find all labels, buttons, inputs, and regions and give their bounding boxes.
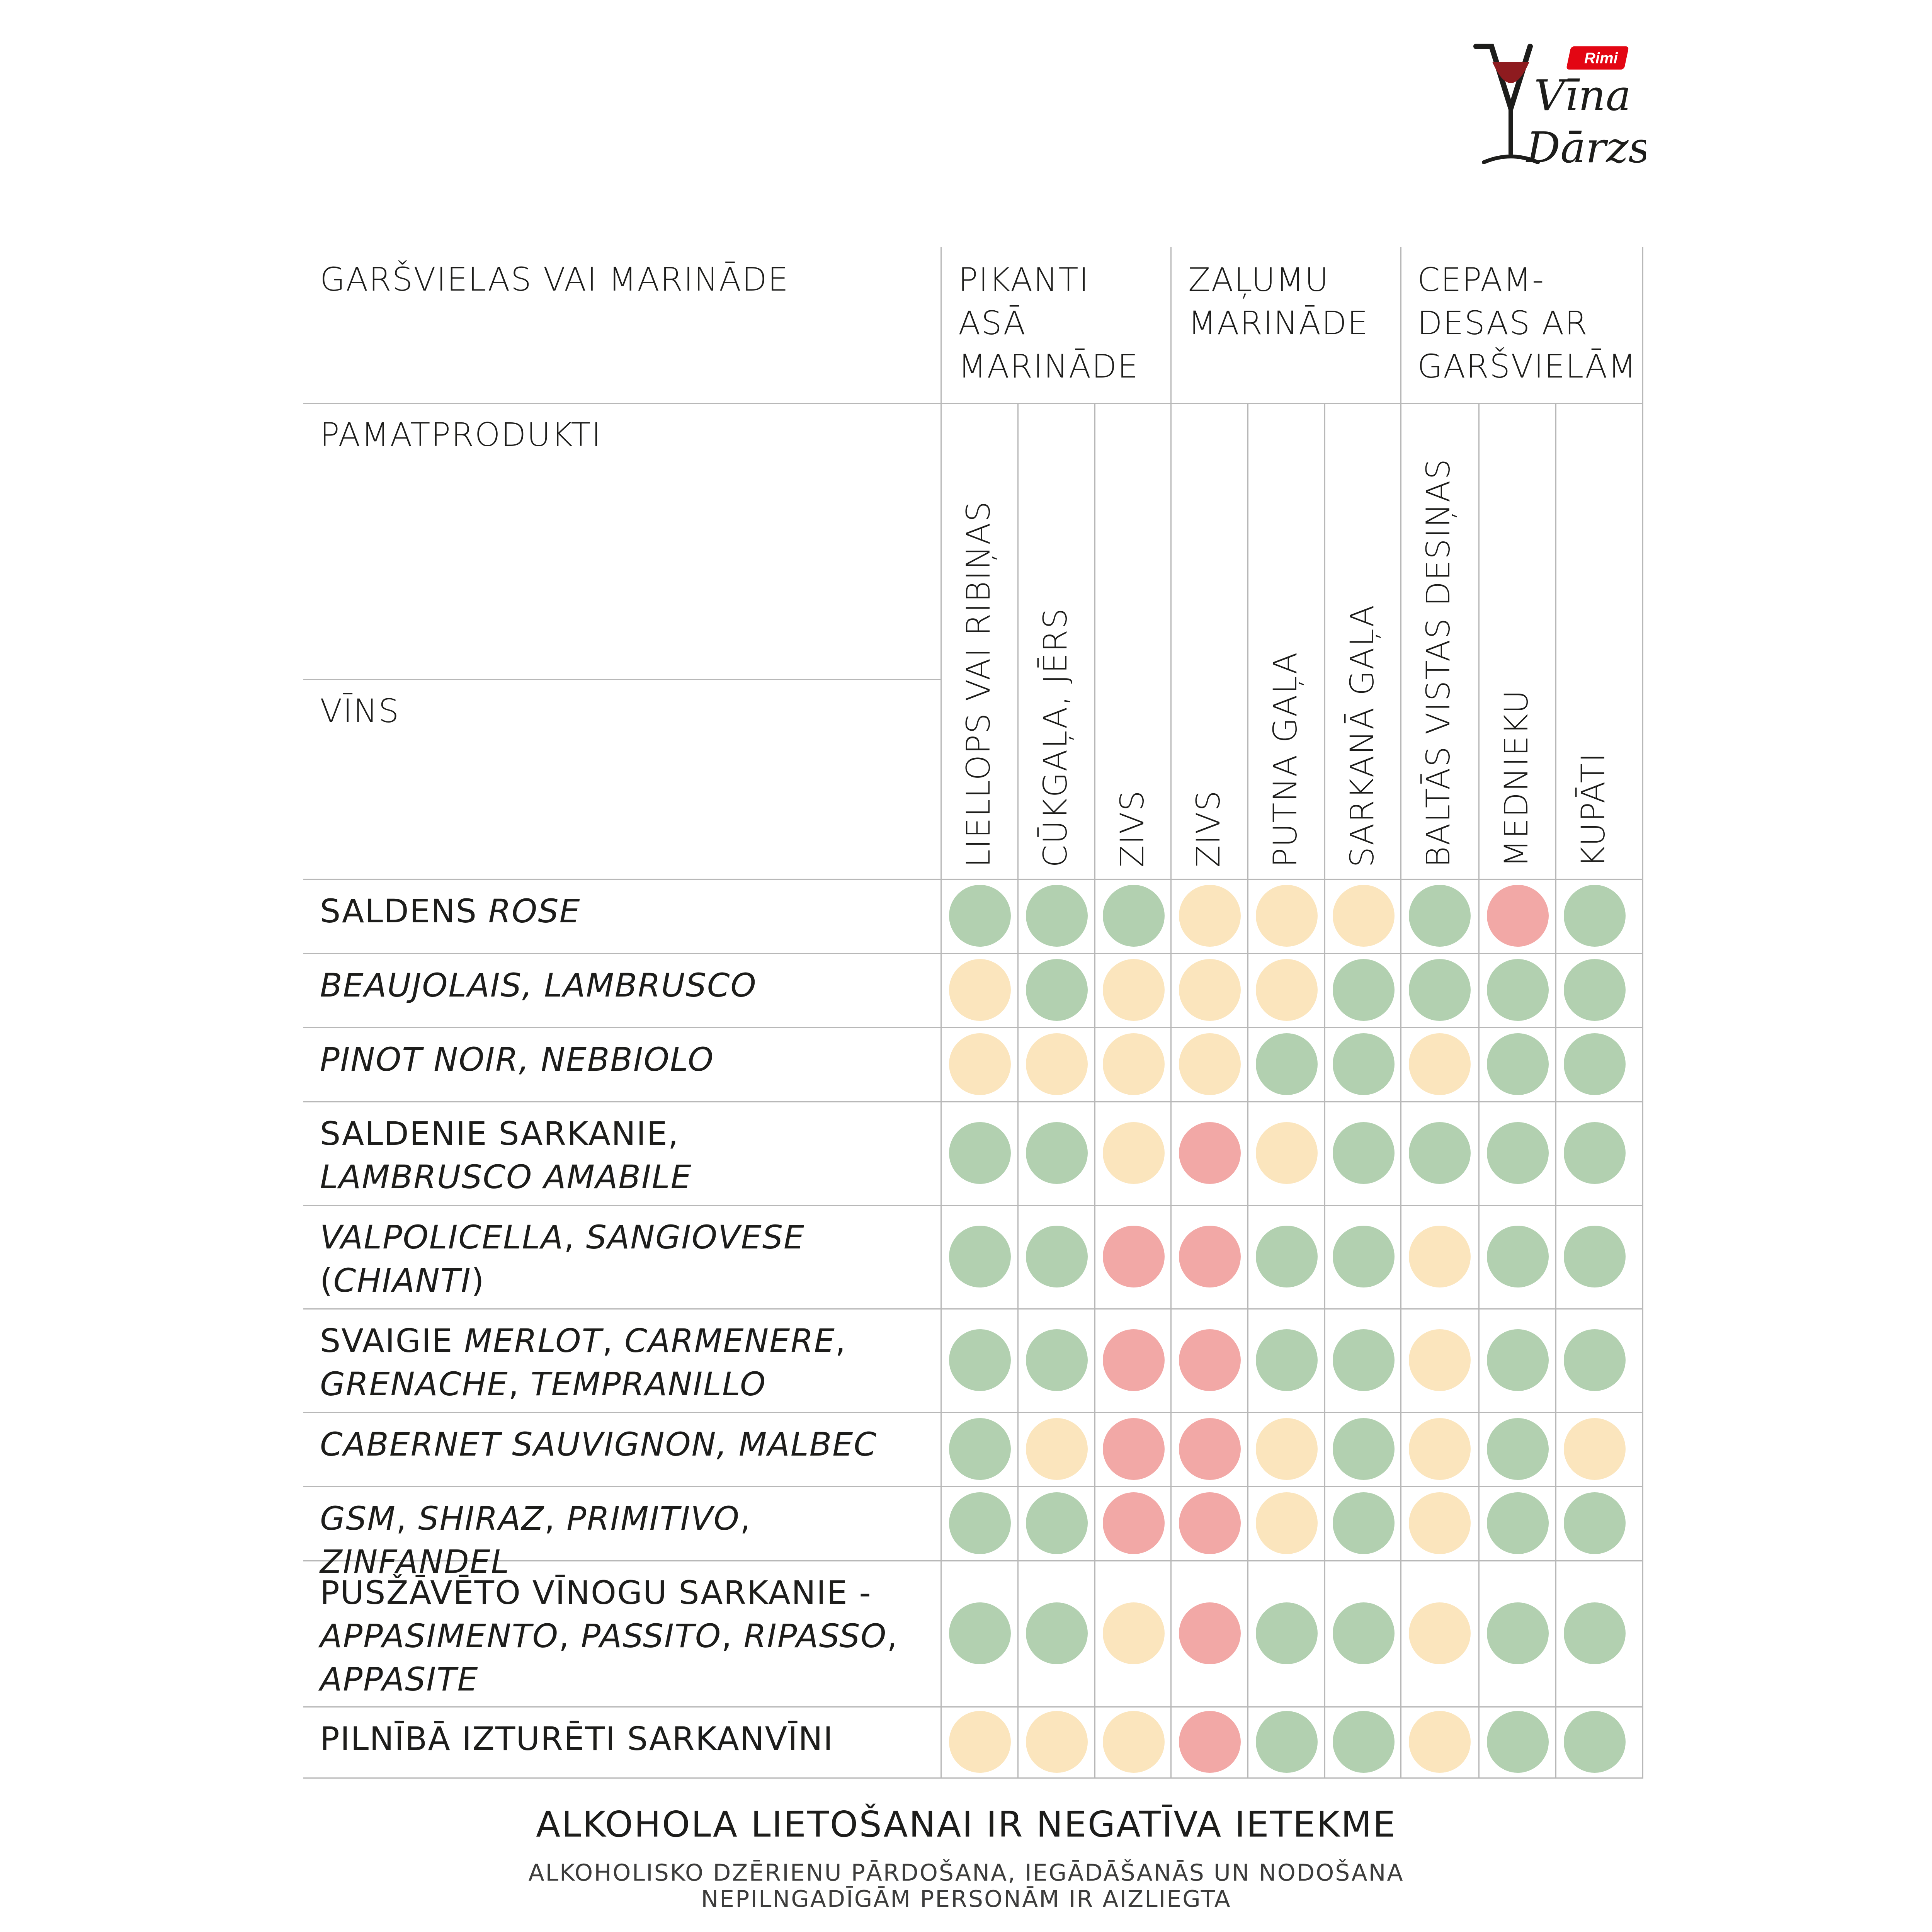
rating-dot-poor — [1179, 1122, 1241, 1184]
wine-name-part: CABERNET SAUVIGNON, MALBEC — [320, 1425, 877, 1463]
wine-name-part: BEAUJOLAIS, LAMBRUSCO — [320, 966, 757, 1004]
wine-name-part: SANGIOVESE — [586, 1218, 805, 1256]
wine-row-label — [320, 889, 900, 933]
wine-name-part: RIPASSO — [743, 1617, 887, 1655]
rating-dot-poor — [1179, 1602, 1241, 1664]
rating-dot-ok — [1256, 1492, 1318, 1554]
rating-dot-poor — [1103, 1226, 1165, 1287]
group-line: GARŠVIELĀM — [1417, 347, 1637, 385]
rating-dot-good — [1487, 1226, 1549, 1287]
wine-name-part: CARMENERE — [624, 1322, 835, 1360]
rating-dot-good — [1487, 1711, 1549, 1773]
rating-dot-ok — [1256, 1122, 1318, 1184]
group-line: DESAS AR — [1417, 304, 1588, 342]
group-line: CEPAM- — [1417, 261, 1545, 299]
column-header: MEDNIEKU — [1497, 689, 1535, 867]
logo-line1: Vīna — [1534, 71, 1631, 120]
rating-dot-good — [1026, 1122, 1088, 1184]
rating-dot-ok — [1409, 1226, 1471, 1287]
rating-dot-ok — [1409, 1492, 1471, 1554]
group-bottom-line — [940, 403, 1643, 404]
rating-dot-ok — [1026, 1418, 1088, 1480]
rating-dot-good — [1333, 1711, 1395, 1773]
rating-dot-ok — [1026, 1711, 1088, 1773]
group-line: ASĀ — [958, 304, 1026, 342]
row-divider — [303, 953, 1643, 954]
row-divider — [303, 1412, 1643, 1413]
rating-dot-good — [1026, 1329, 1088, 1391]
wine-name-part: MERLOT — [464, 1322, 602, 1360]
rating-dot-good — [1487, 1418, 1549, 1480]
rating-dot-ok — [949, 959, 1011, 1021]
rating-dot-ok — [1103, 959, 1165, 1021]
rating-dot-good — [949, 1418, 1011, 1480]
vina-darzs-logo — [1468, 39, 1646, 178]
wine-name-part: , — [721, 1617, 744, 1655]
wine-row-label — [320, 1216, 900, 1302]
rating-dot-good — [949, 1226, 1011, 1287]
wine-name-part: GSM — [320, 1500, 396, 1537]
rating-dot-ok — [1409, 1711, 1471, 1773]
rating-dot-good — [1564, 1033, 1626, 1095]
rating-dot-ok — [1103, 1711, 1165, 1773]
rating-dot-ok — [1333, 885, 1395, 947]
group-line: PIKANTI — [958, 261, 1090, 299]
rating-dot-good — [1333, 1033, 1395, 1095]
rating-dot-ok — [1409, 1033, 1471, 1095]
wine-name-part: CHIANTI — [333, 1262, 471, 1299]
wine-row-label — [320, 964, 900, 1007]
column-header: ZIVS — [1113, 789, 1151, 867]
rating-dot-good — [1333, 1418, 1395, 1480]
rating-dot-ok — [949, 1033, 1011, 1095]
rating-dot-good — [1333, 1329, 1395, 1391]
rating-dot-good — [949, 1329, 1011, 1391]
row-divider — [303, 1101, 1643, 1102]
column-header: ZIVS — [1189, 789, 1227, 867]
header-divider — [303, 679, 941, 680]
wine-name-part: SALDENS — [320, 892, 488, 930]
wine-name-part: , — [835, 1322, 847, 1360]
rating-dot-good — [949, 1492, 1011, 1554]
logo-graphic — [1468, 39, 1646, 178]
rating-dot-good — [1256, 1329, 1318, 1391]
wine-name-part: SHIRAZ — [418, 1500, 544, 1537]
wine-name-part: , — [544, 1500, 567, 1537]
rating-dot-good — [1487, 1602, 1549, 1664]
wine-name-part: ROSE — [488, 892, 581, 930]
rating-dot-poor — [1179, 1226, 1241, 1287]
wine-name-part: TEMPRANILLO — [531, 1365, 767, 1403]
wine-name-part: ZINFANDEL — [320, 1543, 510, 1581]
wine-row-label — [320, 1038, 900, 1081]
rating-dot-good — [1564, 885, 1626, 947]
rating-dot-good — [949, 1122, 1011, 1184]
rating-dot-ok — [1179, 1033, 1241, 1095]
rating-dot-good — [1564, 1122, 1626, 1184]
wine-row-label — [320, 1423, 900, 1466]
rating-dot-good — [1333, 959, 1395, 1021]
group-spicy-marinade — [958, 258, 1139, 388]
wine-name-part: PUSŽĀVĒTO VĪNOGU SARKANIE - — [320, 1574, 872, 1612]
column-divider — [1478, 403, 1480, 1777]
header-divider — [303, 403, 941, 404]
row-divider — [303, 1205, 1643, 1206]
column-header: SARKANĀ GAĻA — [1343, 604, 1381, 867]
rating-dot-poor — [1103, 1329, 1165, 1391]
rating-dot-good — [1026, 959, 1088, 1021]
rating-dot-ok — [1256, 885, 1318, 947]
wine-name-part: PILNĪBĀ IZTURĒTI SARKANVĪNI — [320, 1720, 834, 1758]
row-divider — [303, 879, 1643, 880]
rating-dot-good — [1103, 885, 1165, 947]
rating-dot-ok — [1103, 1122, 1165, 1184]
group-herb-marinade — [1188, 258, 1369, 345]
spices-label: GARŠVIELAS VAI MARINĀDE — [320, 260, 789, 298]
rating-dot-good — [1409, 885, 1471, 947]
rating-dot-ok — [1564, 1418, 1626, 1480]
column-divider — [1247, 403, 1248, 1777]
rating-dot-good — [1256, 1711, 1318, 1773]
rating-dot-good — [1256, 1226, 1318, 1287]
rating-dot-ok — [1256, 1418, 1318, 1480]
column-header: KUPĀTI — [1574, 752, 1612, 867]
wine-name-part: PINOT NOIR, NEBBIOLO — [320, 1041, 714, 1078]
rating-dot-good — [1026, 1602, 1088, 1664]
rating-dot-ok — [1179, 959, 1241, 1021]
wine-row-label — [320, 1717, 900, 1760]
rating-dot-good — [1026, 1226, 1088, 1287]
row-divider — [303, 1308, 1643, 1310]
rating-dot-ok — [1409, 1329, 1471, 1391]
wine-name-part: GRENACHE — [320, 1365, 509, 1403]
wine-row-label — [320, 1319, 900, 1406]
row-divider — [303, 1777, 1643, 1779]
rating-dot-ok — [1179, 885, 1241, 947]
rating-dot-ok — [1026, 1033, 1088, 1095]
rating-dot-ok — [1409, 1602, 1471, 1664]
group-divider — [1170, 247, 1172, 1777]
rating-dot-good — [949, 885, 1011, 947]
rating-dot-good — [1487, 959, 1549, 1021]
row-divider — [303, 1486, 1643, 1487]
wine-name-part: APPASITE — [320, 1660, 479, 1698]
rating-dot-poor — [1179, 1329, 1241, 1391]
rating-dot-ok — [949, 1711, 1011, 1773]
rating-dot-good — [1564, 1329, 1626, 1391]
rating-dot-good — [1487, 1329, 1549, 1391]
rating-dot-good — [1026, 885, 1088, 947]
column-header: LIELLOPS VAI RIBIŅAS — [959, 500, 997, 867]
products-label: PAMATPRODUKTI — [320, 416, 602, 454]
rating-dot-good — [1409, 959, 1471, 1021]
rating-dot-poor — [1103, 1418, 1165, 1480]
rating-dot-good — [1487, 1492, 1549, 1554]
column-divider — [1324, 403, 1325, 1777]
group-line: ZAĻUMU — [1188, 261, 1330, 299]
rating-dot-good — [1256, 1602, 1318, 1664]
column-divider — [1094, 403, 1095, 1777]
rating-dot-poor — [1179, 1492, 1241, 1554]
sale-prohibition-line2: NEPILNGADĪGĀM PERSONĀM IR AIZLIEGTA — [701, 1886, 1231, 1913]
wine-name-part: SALDENIE SARKANIE, — [320, 1115, 679, 1153]
group-line: MARINĀDE — [1188, 304, 1369, 342]
column-divider — [1555, 403, 1556, 1777]
rating-dot-good — [1409, 1122, 1471, 1184]
rating-dot-poor — [1103, 1492, 1165, 1554]
rating-dot-good — [1487, 1122, 1549, 1184]
rating-dot-good — [1487, 1033, 1549, 1095]
rating-dot-good — [1333, 1602, 1395, 1664]
row-divider — [303, 1027, 1643, 1028]
rating-dot-ok — [1103, 1033, 1165, 1095]
group-sausages — [1417, 258, 1637, 388]
rating-dot-good — [1564, 1226, 1626, 1287]
wine-name-part: VALPOLICELLA — [320, 1218, 564, 1256]
rating-dot-poor — [1179, 1418, 1241, 1480]
wine-name-part: , — [602, 1322, 625, 1360]
rating-dot-good — [1333, 1492, 1395, 1554]
rating-dot-good — [1333, 1226, 1395, 1287]
logo-line2: Dārzs — [1526, 123, 1646, 172]
wine-name-part: , — [564, 1218, 586, 1256]
wine-row-label — [320, 1497, 900, 1583]
wine-name-part: SVAIGIE — [320, 1322, 464, 1360]
rating-dot-good — [1564, 1602, 1626, 1664]
rating-dot-good — [1564, 1492, 1626, 1554]
rating-dot-good — [1333, 1122, 1395, 1184]
rating-dot-poor — [1487, 885, 1549, 947]
wine-name-part: , — [558, 1617, 581, 1655]
wine-row-label — [320, 1571, 900, 1701]
column-header: CŪKGAĻA, JĒRS — [1036, 607, 1074, 867]
wine-name-part: , — [508, 1365, 531, 1403]
rating-dot-good — [1564, 1711, 1626, 1773]
column-header: PUTNA GAĻA — [1266, 651, 1304, 867]
rating-dot-poor — [1179, 1711, 1241, 1773]
wine-name-part: PRIMITIVO — [566, 1500, 740, 1537]
table-right-edge — [1642, 247, 1643, 1777]
alcohol-warning: ALKOHOLA LIETOŠANAI IR NEGATĪVA IETEKME — [536, 1804, 1396, 1845]
wine-name-part: LAMBRUSCO AMABILE — [320, 1158, 692, 1196]
group-line: MARINĀDE — [958, 347, 1139, 385]
wine-name-part: , — [887, 1617, 898, 1655]
wine-label: VĪNS — [320, 692, 400, 730]
wine-name-part: , — [740, 1500, 751, 1537]
wine-name-part: ( — [320, 1262, 333, 1299]
rating-dot-ok — [1409, 1418, 1471, 1480]
wine-row-label — [320, 1112, 900, 1199]
column-divider — [1017, 403, 1019, 1777]
group-divider — [1400, 247, 1401, 1777]
sale-prohibition-line1: ALKOHOLISKO DZĒRIENU PĀRDOŠANA, IEGĀDĀŠANĀS UN NODOŠANA — [528, 1859, 1404, 1886]
wine-name-part: APPASIMENTO — [320, 1617, 559, 1655]
rating-dot-good — [1564, 959, 1626, 1021]
wine-name-part: , — [396, 1500, 418, 1537]
rating-dot-good — [949, 1602, 1011, 1664]
rating-dot-ok — [1256, 959, 1318, 1021]
wine-name-part: PASSITO — [581, 1617, 722, 1655]
rating-dot-ok — [1103, 1602, 1165, 1664]
column-header: BALTĀS VISTAS DESIŅAS — [1419, 458, 1457, 867]
row-divider — [303, 1706, 1643, 1708]
rimi-logo-text: Rimi — [1584, 50, 1618, 67]
table-divider — [940, 247, 942, 1777]
rating-dot-good — [1026, 1492, 1088, 1554]
wine-name-part: ) — [471, 1262, 485, 1299]
rating-dot-good — [1256, 1033, 1318, 1095]
